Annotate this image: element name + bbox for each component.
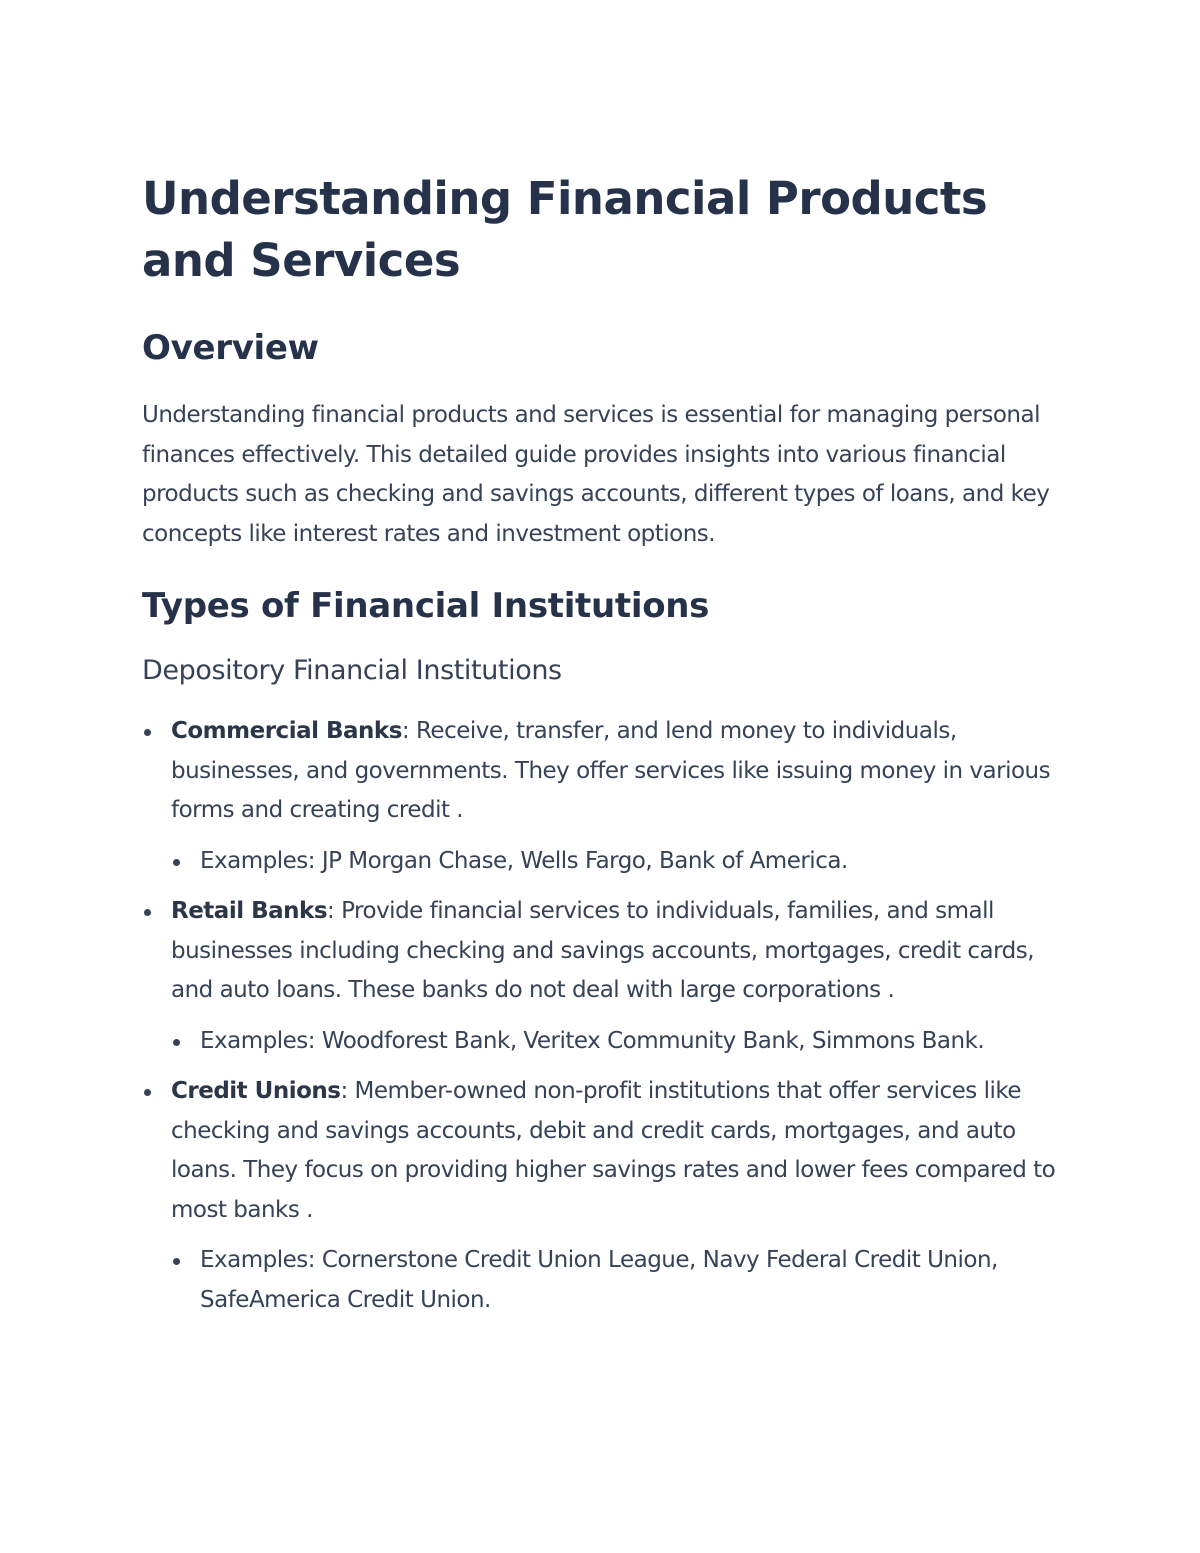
item-description: : Member-owned non-profit institutions that offer services like checking and savings accounts, debit and credit cards, mortgages, and auto loans. They focus on providing higher savings rates and lower fees compared to most banks . [171, 1078, 1056, 1223]
item-term: Commercial Banks [171, 718, 402, 744]
example-item: Examples: JP Morgan Chase, Wells Fargo, Bank of America. [171, 842, 1062, 882]
example-item: Examples: Woodforest Bank, Veritex Community Bank, Simmons Bank. [171, 1022, 1062, 1062]
institution-list [142, 712, 1062, 1320]
item-description: : Provide financial services to individuals, families, and small businesses including checking and savings accounts, mortgages, credit cards, and auto loans. These banks do not deal with large corporations . [171, 898, 1035, 1003]
item-description: : Receive, transfer, and lend money to individuals, businesses, and governments. They offer services like issuing money in various forms and creating credit . [171, 718, 1051, 823]
example-list [171, 1022, 1062, 1062]
list-item-credit-unions [142, 1072, 1062, 1320]
document-page [142, 168, 1062, 1331]
overview-paragraph: Understanding financial products and services is essential for managing personal finances effectively. This detailed guide provides insights into various financial products such as checking and savings accounts, different types of loans, and key concepts like interest rates and investment options. [142, 402, 1050, 547]
example-item: Examples: Cornerstone Credit Union League, Navy Federal Credit Union, SafeAmerica Credit Union. [171, 1241, 1062, 1320]
overview-heading: Overview [142, 328, 319, 368]
item-term: Retail Banks [171, 898, 328, 924]
list-item-commercial-banks [142, 712, 1062, 881]
item-term: Credit Unions [171, 1078, 341, 1104]
depository-subheading: Depository Financial Institutions [142, 655, 562, 686]
list-item-retail-banks [142, 892, 1062, 1061]
types-heading: Types of Financial Institutions [142, 586, 710, 626]
document-title: Understanding Financial Products and Services [142, 172, 988, 287]
example-list [171, 1241, 1062, 1320]
example-list [171, 842, 1062, 882]
